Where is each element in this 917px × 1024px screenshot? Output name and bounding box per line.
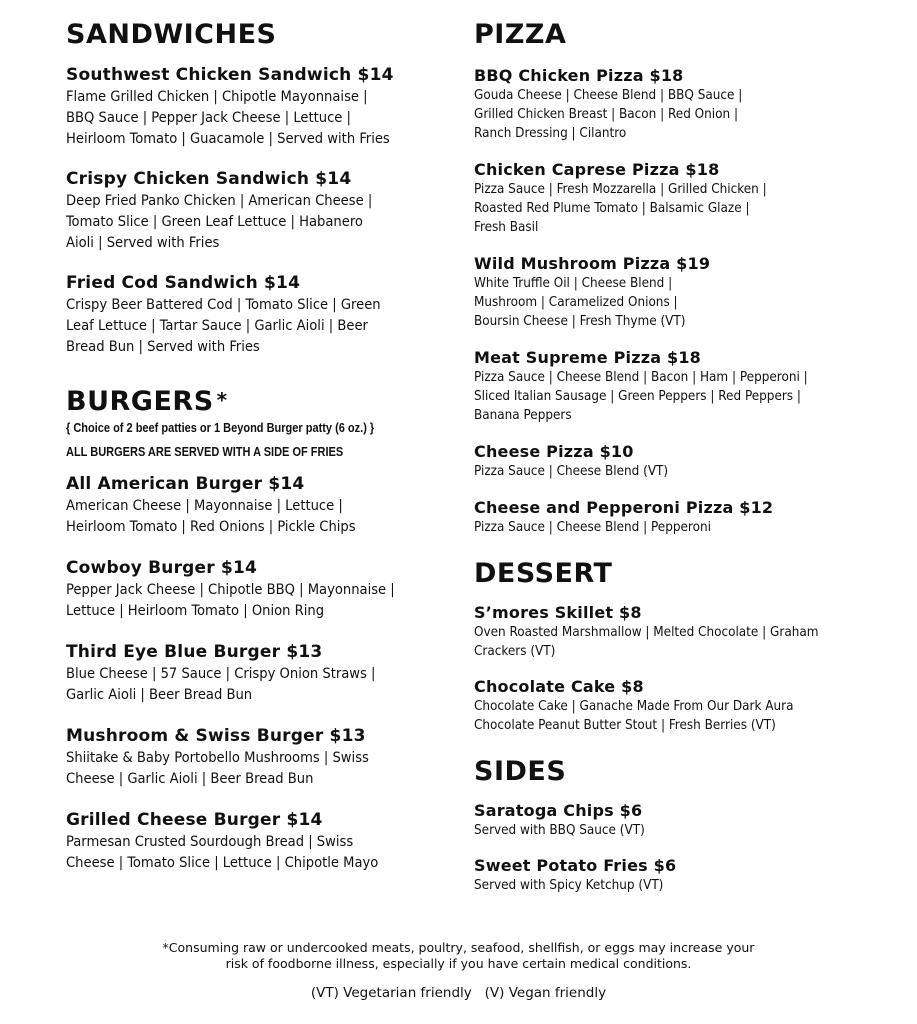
item-desc <box>66 747 456 789</box>
desc-line: Served with Spicy Ketchup (VT) <box>474 878 664 893</box>
menu-item <box>66 272 456 357</box>
item-title: Cowboy Burger $14 <box>66 558 258 578</box>
desc-line: Bread Bun | Served with Fries <box>66 338 260 355</box>
menu-item <box>474 498 904 537</box>
item-title: Meat Supreme Pizza $18 <box>474 348 701 367</box>
desc-line: Crackers (VT) <box>474 644 556 659</box>
desc-line: Parmesan Crusted Sourdough Bread | Swiss <box>66 833 354 850</box>
burgers-patty-note: { Choice of 2 beef patties or 1 Beyond Burger patty (6 oz.) } <box>66 420 375 435</box>
desc-line: Fresh Basil <box>474 220 539 235</box>
desc-line: Grilled Chicken Breast | Bacon | Red Onion | <box>474 107 739 122</box>
burgers-star: * <box>216 388 228 412</box>
desc-line: Heirloom Tomato | Guacamole | Served with Fries <box>66 130 390 147</box>
desc-line: Ranch Dressing | Cilantro <box>474 126 627 141</box>
desc-line: Chocolate Peanut Butter Stout | Fresh Berries (VT) <box>474 718 776 733</box>
desc-line: Served with BBQ Sauce (VT) <box>474 823 645 838</box>
menu-item <box>66 473 456 537</box>
item-title: Mushroom & Swiss Burger $13 <box>66 726 366 746</box>
desc-line: Boursin Cheese | Fresh Thyme (VT) <box>474 314 686 329</box>
item-title: S’mores Skillet $8 <box>474 603 642 622</box>
desc-line: Roasted Red Plume Tomato | Balsamic Glaze | <box>474 201 750 216</box>
item-desc <box>474 876 904 895</box>
desc-line: Lettuce | Heirloom Tomato | Onion Ring <box>66 602 325 619</box>
menu-item <box>66 641 456 705</box>
item-desc <box>66 579 456 621</box>
item-desc <box>66 663 456 705</box>
menu-item <box>474 442 904 481</box>
desc-line: Pizza Sauce | Cheese Blend | Pepperoni <box>474 520 711 535</box>
desc-line: Leaf Lettuce | Tartar Sauce | Garlic Aioli | Beer <box>66 317 368 334</box>
menu-item <box>66 168 456 253</box>
desc-line: Chocolate Cake | Ganache Made From Our Dark Aura <box>474 699 794 714</box>
sandwiches-heading: SANDWICHES <box>66 19 277 50</box>
item-desc <box>474 821 904 840</box>
item-title: Cheese Pizza $10 <box>474 442 634 461</box>
item-title: BBQ Chicken Pizza $18 <box>474 66 684 85</box>
desc-line: Pizza Sauce | Cheese Blend | Bacon | Ham | Pepperoni | <box>474 370 808 385</box>
menu-item <box>474 603 904 661</box>
menu-item <box>474 677 904 735</box>
item-desc <box>66 831 456 873</box>
left-column <box>66 18 456 873</box>
desc-line: Pepper Jack Cheese | Chipotle BBQ | Mayonnaise | <box>66 581 395 598</box>
desc-line: Crispy Beer Battered Cod | Tomato Slice | Green <box>66 296 381 313</box>
item-desc <box>66 86 456 149</box>
menu-item <box>474 66 904 143</box>
desc-line: American Cheese | Mayonnaise | Lettuce | <box>66 497 343 514</box>
desc-line: Cheese | Garlic Aioli | Beer Bread Bun <box>66 770 314 787</box>
item-desc <box>474 368 904 425</box>
desc-line: White Truffle Oil | Cheese Blend | <box>474 276 673 291</box>
dessert-heading: DESSERT <box>474 558 613 589</box>
desc-line: Gouda Cheese | Cheese Blend | BBQ Sauce | <box>474 88 743 103</box>
item-title: Wild Mushroom Pizza $19 <box>474 254 711 273</box>
item-title: Cheese and Pepperoni Pizza $12 <box>474 498 774 517</box>
desc-line: Deep Fried Panko Chicken | American Cheese | <box>66 192 373 209</box>
menu-item <box>474 856 904 895</box>
menu-item <box>66 557 456 621</box>
desc-line: Oven Roasted Marshmallow | Melted Chocolate | Graham <box>474 625 819 640</box>
item-desc <box>66 190 456 253</box>
desc-line: Blue Cheese | 57 Sauce | Crispy Onion Straws | <box>66 665 376 682</box>
item-desc <box>474 274 904 331</box>
desc-line: Heirloom Tomato | Red Onions | Pickle Chips <box>66 518 356 535</box>
menu-item <box>474 348 904 425</box>
item-title: Chocolate Cake $8 <box>474 677 644 696</box>
item-desc <box>474 86 904 143</box>
sides-heading: SIDES <box>474 756 567 787</box>
item-title: Chicken Caprese Pizza $18 <box>474 160 720 179</box>
item-desc <box>474 462 904 481</box>
desc-line: Mushroom | Caramelized Onions | <box>474 295 678 310</box>
item-desc <box>474 697 904 735</box>
item-title: Sweet Potato Fries $6 <box>474 856 677 875</box>
menu-item <box>66 809 456 873</box>
disclaimer <box>0 940 917 972</box>
burgers-title: BURGERS <box>66 386 214 417</box>
item-desc <box>474 518 904 537</box>
item-title: Saratoga Chips $6 <box>474 801 643 820</box>
disclaimer-line: risk of foodborne illness, especially if you have certain medical conditions. <box>225 956 692 971</box>
desc-line: Sliced Italian Sausage | Green Peppers | Red Peppers | <box>474 389 801 404</box>
item-title: All American Burger $14 <box>66 474 305 494</box>
menu-item <box>474 801 904 840</box>
item-desc <box>474 623 904 661</box>
desc-line: Shiitake & Baby Portobello Mushrooms | Swiss <box>66 749 369 766</box>
item-title: Third Eye Blue Burger $13 <box>66 642 323 662</box>
item-desc <box>474 180 904 237</box>
burgers-heading <box>66 385 456 419</box>
burgers-fries-note: ALL BURGERS ARE SERVED WITH A SIDE OF FRIES <box>66 444 344 459</box>
desc-line: BBQ Sauce | Pepper Jack Cheese | Lettuce | <box>66 109 351 126</box>
desc-line: Banana Peppers <box>474 408 572 423</box>
menu-item <box>66 725 456 789</box>
desc-line: Flame Grilled Chicken | Chipotle Mayonnaise | <box>66 88 368 105</box>
disclaimer-line: *Consuming raw or undercooked meats, poultry, seafood, shellfish, or eggs may increase your <box>162 940 755 955</box>
menu-item <box>66 64 456 149</box>
desc-line: Tomato Slice | Green Leaf Lettuce | Habanero <box>66 213 363 230</box>
legend: (VT) Vegetarian friendly (V) Vegan friendly <box>310 985 607 1001</box>
desc-line: Garlic Aioli | Beer Bread Bun <box>66 686 253 703</box>
menu-item <box>474 160 904 237</box>
right-column <box>474 18 904 895</box>
item-title: Southwest Chicken Sandwich $14 <box>66 65 394 85</box>
desc-line: Aioli | Served with Fries <box>66 234 220 251</box>
item-desc <box>66 495 456 537</box>
menu-item <box>474 254 904 331</box>
desc-line: Pizza Sauce | Fresh Mozzarella | Grilled Chicken | <box>474 182 767 197</box>
desc-line: Cheese | Tomato Slice | Lettuce | Chipotle Mayo <box>66 854 379 871</box>
desc-line: Pizza Sauce | Cheese Blend (VT) <box>474 464 669 479</box>
item-title: Grilled Cheese Burger $14 <box>66 810 323 830</box>
pizza-heading: PIZZA <box>474 19 567 50</box>
item-title: Fried Cod Sandwich $14 <box>66 273 301 293</box>
item-desc <box>66 294 456 357</box>
item-title: Crispy Chicken Sandwich $14 <box>66 169 352 189</box>
